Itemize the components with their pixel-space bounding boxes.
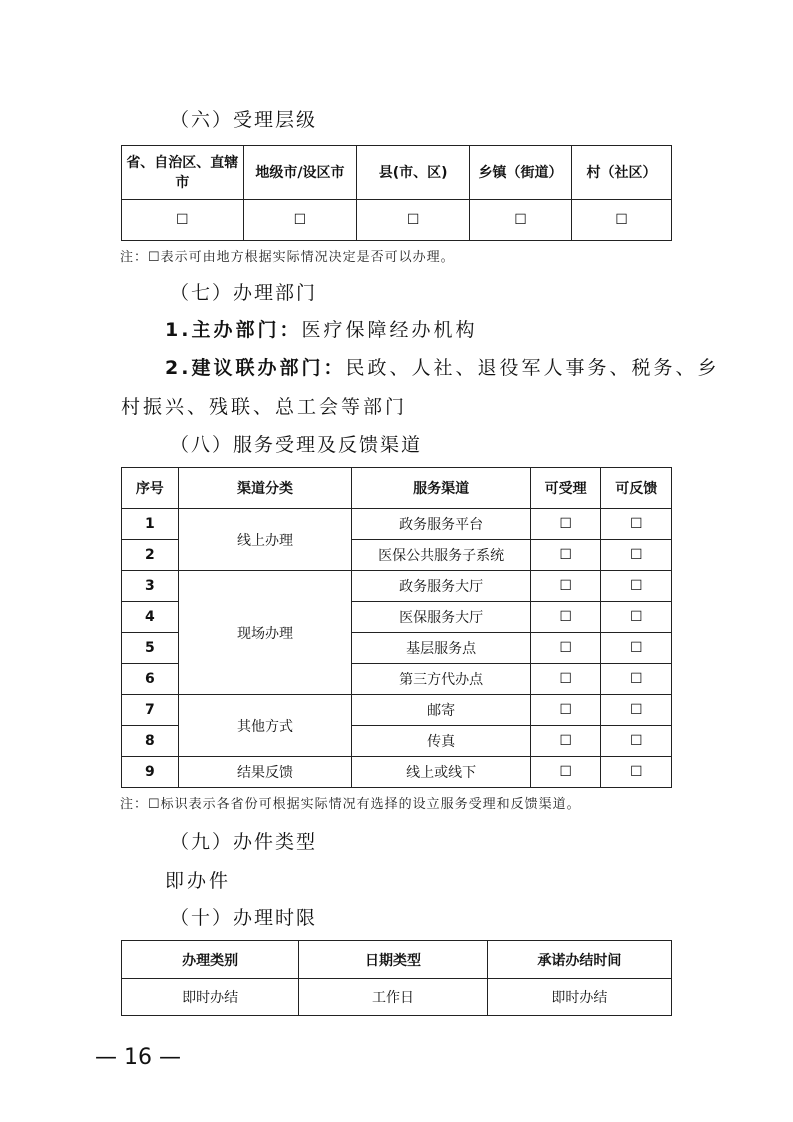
checkbox-village[interactable]: ☐: [572, 200, 672, 241]
header-village: 村（社区）: [572, 146, 672, 200]
row-number: 9: [122, 757, 179, 788]
row-number: 3: [122, 571, 179, 602]
section-9-text: 即办件: [165, 870, 232, 892]
service-channel: 基层服务点: [352, 633, 531, 664]
accept-checkbox[interactable]: ☐: [530, 509, 601, 540]
feedback-checkbox[interactable]: ☐: [601, 540, 672, 571]
section-10-heading: （十）办理时限: [170, 907, 318, 929]
feedback-checkbox[interactable]: ☐: [601, 695, 672, 726]
service-channel: 医保公共服务子系统: [352, 540, 531, 571]
row-number: 8: [122, 726, 179, 757]
section-6-note: 注：☐表示可由地方根据实际情况决定是否可以办理。: [120, 250, 455, 265]
date-type-value: 工作日: [299, 979, 487, 1016]
header-channel-category: 渠道分类: [178, 468, 352, 509]
accept-checkbox[interactable]: ☐: [530, 664, 601, 695]
main-department-text: 医疗保障经办机构: [301, 319, 478, 341]
row-number: 4: [122, 602, 179, 633]
row-number: 6: [122, 664, 179, 695]
row-number: 1: [122, 509, 179, 540]
joint-department-label: 2.建议联办部门：: [165, 357, 346, 379]
header-township: 乡镇（街道）: [470, 146, 572, 200]
accept-checkbox[interactable]: ☐: [530, 602, 601, 633]
header-number: 序号: [122, 468, 179, 509]
service-channel: 传真: [352, 726, 531, 757]
joint-department-line: [165, 353, 719, 380]
header-county: 县(市、区): [357, 146, 470, 200]
table-row: [122, 695, 672, 726]
checkbox-city[interactable]: ☐: [243, 200, 357, 241]
main-department-label: 1.主办部门：: [165, 319, 302, 341]
service-channel: 邮寄: [352, 695, 531, 726]
section-8-note: 注：☐标识表示各省份可根据实际情况有选择的设立服务受理和反馈渠道。: [120, 797, 581, 812]
checkbox-province[interactable]: ☐: [122, 200, 244, 241]
service-channel: 线上或线下: [352, 757, 531, 788]
accept-checkbox[interactable]: ☐: [530, 540, 601, 571]
feedback-checkbox[interactable]: ☐: [601, 726, 672, 757]
service-channel: 第三方代办点: [352, 664, 531, 695]
feedback-checkbox[interactable]: ☐: [601, 509, 672, 540]
row-number: 7: [122, 695, 179, 726]
checkbox-township[interactable]: ☐: [470, 200, 572, 241]
page-number: — 16 —: [95, 1045, 181, 1070]
section-8-heading: （八）服务受理及反馈渠道: [170, 434, 423, 456]
accept-checkbox[interactable]: ☐: [530, 633, 601, 664]
header-can-accept: 可受理: [530, 468, 601, 509]
row-number: 2: [122, 540, 179, 571]
group-other: 其他方式: [178, 695, 352, 757]
group-online: 线上办理: [178, 509, 352, 571]
group-result-feedback: 结果反馈: [178, 757, 352, 788]
header-date-type: 日期类型: [299, 941, 487, 979]
table-row: [122, 509, 672, 540]
feedback-checkbox[interactable]: ☐: [601, 757, 672, 788]
accept-checkbox[interactable]: ☐: [530, 757, 601, 788]
checkbox-county[interactable]: ☐: [357, 200, 470, 241]
feedback-checkbox[interactable]: ☐: [601, 571, 672, 602]
service-channel: 医保服务大厅: [352, 602, 531, 633]
promise-time-value: 即时办结: [487, 979, 671, 1016]
accept-checkbox[interactable]: ☐: [530, 571, 601, 602]
feedback-checkbox[interactable]: ☐: [601, 633, 672, 664]
group-onsite: 现场办理: [178, 571, 352, 695]
table-row: [122, 571, 672, 602]
service-channel-table: [121, 467, 672, 788]
table-row: [122, 979, 672, 1016]
joint-department-line-2: 村振兴、残联、总工会等部门: [121, 396, 408, 418]
header-service-channel: 服务渠道: [352, 468, 531, 509]
header-can-feedback: 可反馈: [601, 468, 672, 509]
row-number: 5: [122, 633, 179, 664]
feedback-checkbox[interactable]: ☐: [601, 664, 672, 695]
acceptance-level-table: [121, 145, 672, 241]
section-9-heading: （九）办件类型: [170, 831, 318, 853]
accept-checkbox[interactable]: ☐: [530, 726, 601, 757]
joint-department-text: 民政、人社、退役军人事务、税务、乡: [345, 357, 720, 379]
header-city: 地级市/设区市: [243, 146, 357, 200]
time-limit-table: [121, 940, 672, 1016]
service-channel: 政务服务平台: [352, 509, 531, 540]
header-province: 省、自治区、直辖市: [122, 146, 244, 200]
section-6-heading: （六）受理层级: [170, 109, 318, 131]
section-7-heading: （七）办理部门: [170, 282, 318, 304]
header-promise-time: 承诺办结时间: [487, 941, 671, 979]
accept-checkbox[interactable]: ☐: [530, 695, 601, 726]
service-channel: 政务服务大厅: [352, 571, 531, 602]
category-value: 即时办结: [122, 979, 299, 1016]
feedback-checkbox[interactable]: ☐: [601, 602, 672, 633]
header-category: 办理类别: [122, 941, 299, 979]
table-row: [122, 757, 672, 788]
main-department-line: [165, 315, 477, 342]
